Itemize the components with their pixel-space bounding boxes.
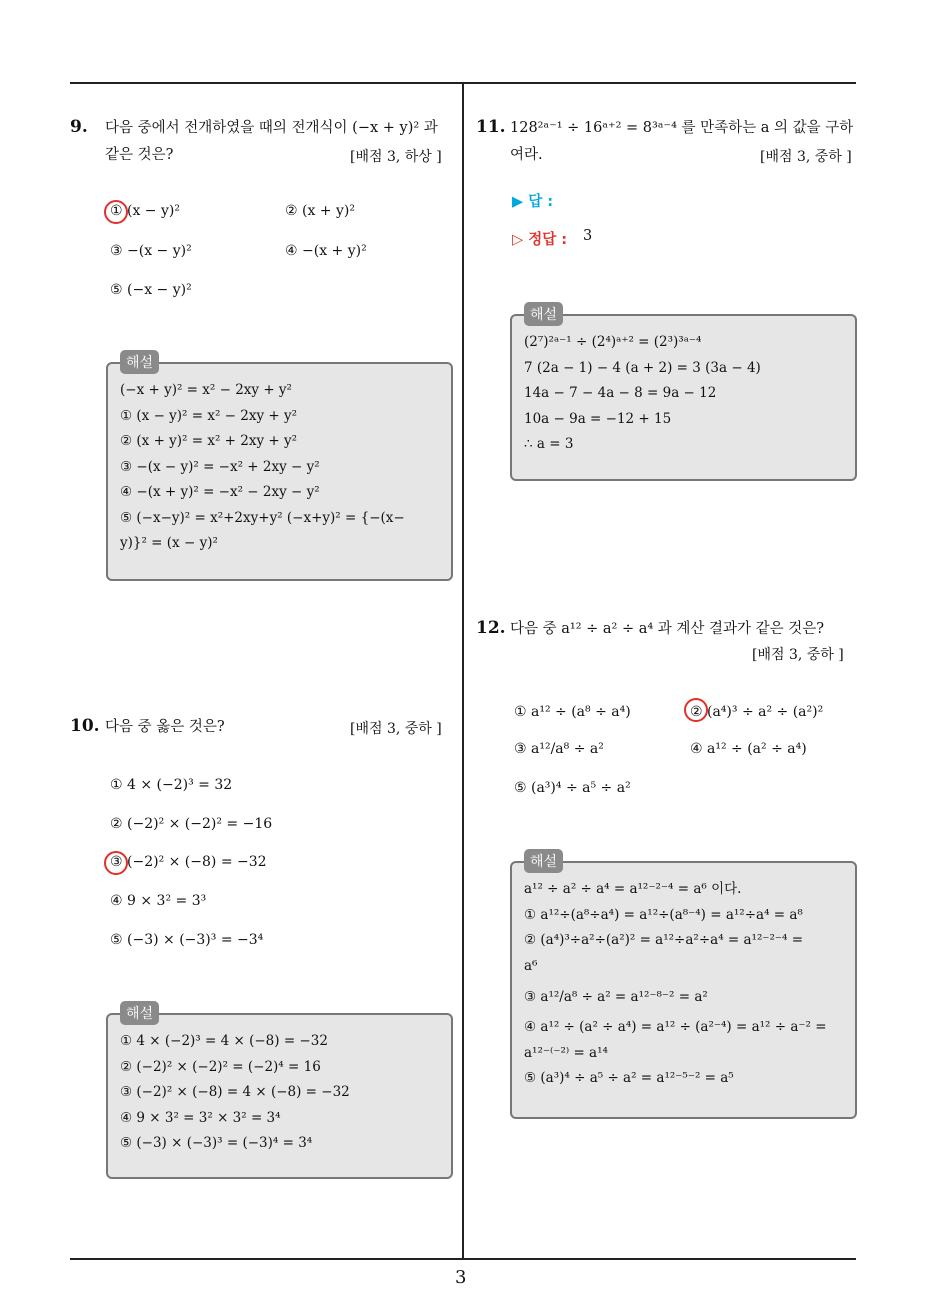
score-tag: [배점 3, 중하 ] <box>760 149 852 165</box>
explanation-line: ④ −(x + y)² = −x² − 2xy − y² <box>120 484 320 500</box>
score-tag: [배점 3, 중하 ] <box>350 721 442 737</box>
explanation-label: 해설 <box>524 302 563 326</box>
explanation-line: ⑤ (a³)⁴ ÷ a⁵ ÷ a² = a¹²⁻⁵⁻² = a⁵ <box>524 1070 734 1086</box>
explanation-line: ⑤ (−x−y)² = x²+2xy+y² (−x+y)² = {−(x− <box>120 509 405 526</box>
explanation-line: y)}² = (x − y)² <box>120 535 218 551</box>
explanation-box <box>106 362 453 581</box>
choice-4[interactable]: ④ −(x + y)² <box>285 243 367 259</box>
question-number: 9. <box>70 117 88 137</box>
page-number: 3 <box>455 1267 467 1288</box>
correct-answer-value: 3 <box>583 228 593 244</box>
explanation-line: 7 (2a − 1) − 4 (a + 2) = 3 (3a − 4) <box>524 359 761 376</box>
explanation-line: ③ (−2)² × (−8) = 4 × (−8) = −32 <box>120 1084 350 1100</box>
explanation-line: ④ 9 × 3² = 3² × 3² = 3⁴ <box>120 1109 281 1126</box>
explanation-line: ∴ a = 3 <box>524 436 574 452</box>
explanation-line: 14a − 7 − 4a − 8 = 9a − 12 <box>524 385 717 401</box>
choice-1[interactable]: ① 4 × (−2)³ = 32 <box>110 777 233 793</box>
choice-3[interactable]: ③ −(x − y)² <box>110 243 192 259</box>
question-text-line2: 여라. <box>510 147 543 163</box>
correct-answer-label: ▷ 정답 : <box>512 232 568 248</box>
score-tag: [배점 3, 중하 ] <box>752 647 844 663</box>
question-text: 다음 중 a¹² ÷ a² ÷ a⁴ 과 계산 결과가 같은 것은? <box>510 621 825 637</box>
explanation-line: ② (−2)² × (−2)² = (−2)⁴ = 16 <box>120 1058 321 1075</box>
explanation-line: a¹² ÷ a² ÷ a⁴ = a¹²⁻²⁻⁴ = a⁶ 이다. <box>524 881 742 897</box>
explanation-line: (2⁷)²ᵃ⁻¹ ÷ (2⁴)ᵃ⁺² = (2³)³ᵃ⁻⁴ <box>524 334 702 350</box>
choice-5[interactable]: ⑤ (−3) × (−3)³ = −3⁴ <box>110 932 264 948</box>
choice-5[interactable]: ⑤ (−x − y)² <box>110 282 192 298</box>
question-text: 다음 중 옳은 것은? <box>105 719 225 735</box>
explanation-line: ④ a¹² ÷ (a² ÷ a⁴) = a¹² ÷ (a²⁻⁴) = a¹² ÷ a⁻² = <box>524 1019 827 1035</box>
choice-1[interactable]: ① a¹² ÷ (a⁸ ÷ a⁴) <box>514 704 631 720</box>
explanation-line: (−x + y)² = x² − 2xy + y² <box>120 382 292 398</box>
explanation-line: ③ −(x − y)² = −x² + 2xy − y² <box>120 458 320 475</box>
column-divider <box>462 82 464 1259</box>
explanation-line: ③ a¹²/a⁸ ÷ a² = a¹²⁻⁸⁻² = a² <box>524 989 708 1005</box>
question-number: 11. <box>476 117 506 137</box>
explanation-line: 10a − 9a = −12 + 15 <box>524 410 672 427</box>
choice-3[interactable]: ③ a¹²/a⁸ ÷ a² <box>514 741 604 757</box>
explanation-label: 해설 <box>120 350 159 374</box>
explanation-line: ⑤ (−3) × (−3)³ = (−3)⁴ = 3⁴ <box>120 1135 313 1151</box>
score-tag: [배점 3, 하상 ] <box>350 149 442 165</box>
explanation-label: 해설 <box>524 849 563 873</box>
explanation-line: ① a¹²÷(a⁸÷a⁴) = a¹²÷(a⁸⁻⁴) = a¹²÷a⁴ = a⁸ <box>524 906 803 923</box>
choice-4[interactable]: ④ 9 × 3² = 3³ <box>110 893 207 909</box>
answer-prompt: ▶ 답 : <box>512 194 554 210</box>
question-text-line2: 같은 것은? <box>105 147 174 163</box>
choice-5[interactable]: ⑤ (a³)⁴ ÷ a⁵ ÷ a² <box>514 780 631 796</box>
question-text-line1: 128²ᵃ⁻¹ ÷ 16ᵃ⁺² = 8³ᵃ⁻⁴ 를 만족하는 a 의 값을 구하 <box>510 120 854 136</box>
explanation-box <box>106 1013 453 1179</box>
explanation-line: ① 4 × (−2)³ = 4 × (−8) = −32 <box>120 1033 328 1049</box>
explanation-line: a⁶ <box>524 957 538 974</box>
explanation-line: ② (x + y)² = x² + 2xy + y² <box>120 433 298 449</box>
choice-3[interactable]: ③ (−2)² × (−8) = −32 <box>110 854 267 870</box>
choice-2[interactable]: ② (a⁴)³ ÷ a² ÷ (a²)² <box>690 704 824 720</box>
question-text-line1: 다음 중에서 전개하였을 때의 전개식이 (−x + y)² 과 <box>105 120 438 136</box>
explanation-box <box>510 314 857 481</box>
choice-4[interactable]: ④ a¹² ÷ (a² ÷ a⁴) <box>690 741 807 757</box>
question-number: 10. <box>70 716 100 736</box>
explanation-line: a¹²⁻⁽⁻²⁾ = a¹⁴ <box>524 1044 608 1061</box>
choice-2[interactable]: ② (−2)² × (−2)² = −16 <box>110 816 273 832</box>
choice-1[interactable]: ① (x − y)² <box>110 203 180 219</box>
choice-2[interactable]: ② (x + y)² <box>285 203 355 219</box>
explanation-box <box>510 861 857 1119</box>
bottom-rule <box>70 1258 856 1260</box>
explanation-line: ② (a⁴)³÷a²÷(a²)² = a¹²÷a²÷a⁴ = a¹²⁻²⁻⁴ = <box>524 932 804 948</box>
explanation-label: 해설 <box>120 1001 159 1025</box>
explanation-line: ① (x − y)² = x² − 2xy + y² <box>120 407 298 424</box>
question-number: 12. <box>476 618 506 638</box>
